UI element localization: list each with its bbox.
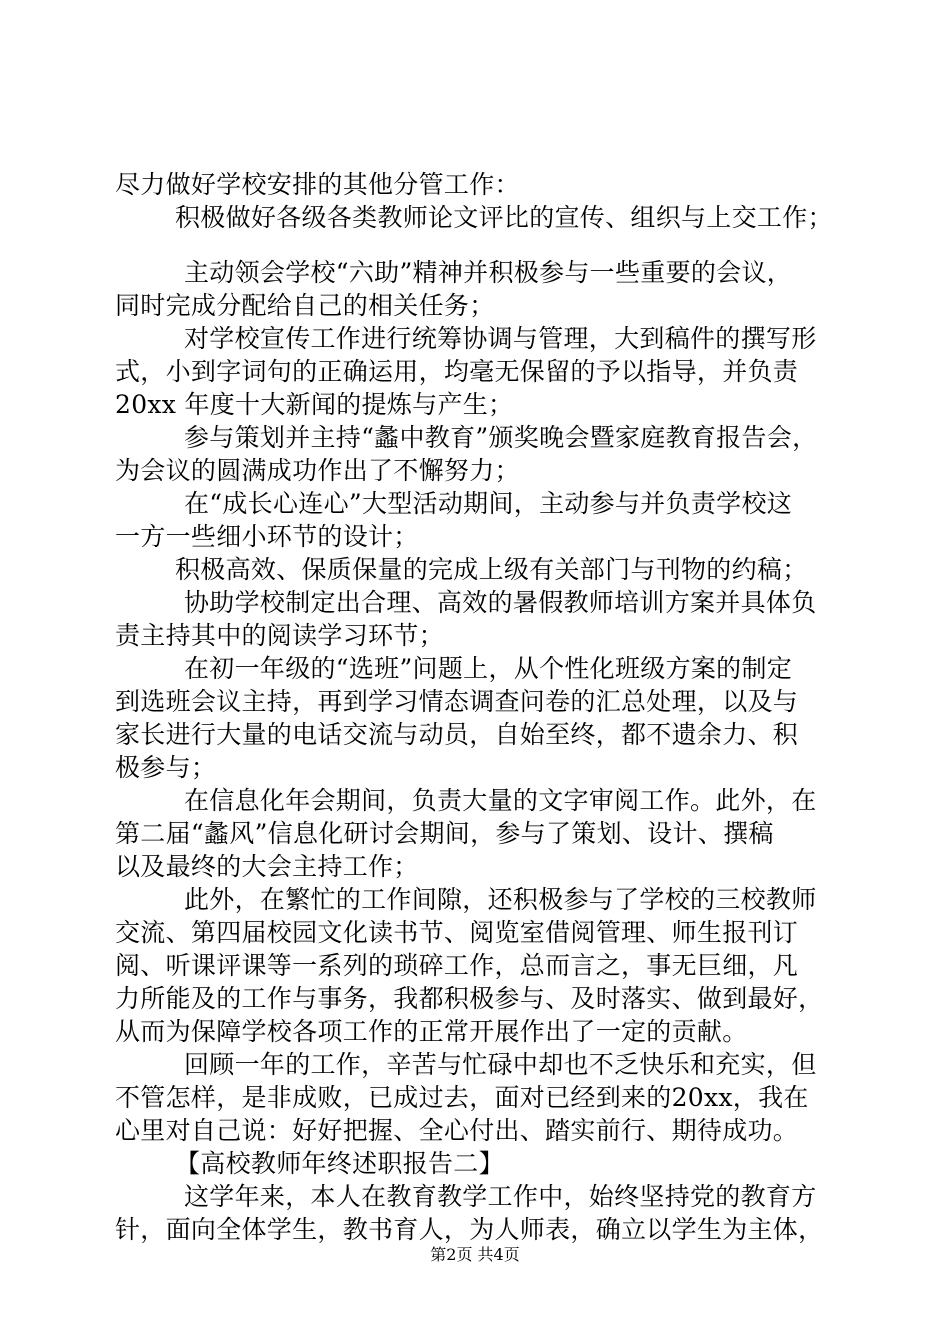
text-line: 同时完成分配给自己的相关任务； xyxy=(115,291,495,320)
text-line: 到选班会议主持，再到学习情态调查问卷的汇总处理，以及与 xyxy=(115,687,799,716)
text-line: 为会议的圆满成功作出了不懈努力； xyxy=(115,456,520,485)
text-line: 积极做好各级各类教师论文评比的宣传、组织与上交工作； xyxy=(175,203,833,232)
text-line: 在信息化年会期间，负责大量的文字审阅工作。此外，在 xyxy=(184,786,817,815)
text-line: 【高校教师年终述职报告二】 xyxy=(175,1149,504,1178)
text-line: 从而为保障学校各项工作的正常开展作出了一定的贡献。 xyxy=(115,1017,748,1046)
text-line: 式，小到字词句的正确运用，均毫无保留的予以指导，并负责 xyxy=(115,357,799,386)
paragraph-gap xyxy=(115,234,840,256)
text-line: 积极高效、保质保量的完成上级有关部门与刊物的约稿； xyxy=(175,555,808,584)
text-line: 责主持其中的阅读学习环节； xyxy=(115,621,444,650)
page-footer: 第2页 共4页 xyxy=(430,1245,520,1264)
text-line: 参与策划并主持“蠡中教育”颁奖晚会暨家庭教育报告会， xyxy=(184,423,818,452)
text-line: 不管怎样，是非成败，已成过去，面对已经到来的20xx，我在 xyxy=(115,1083,809,1112)
text-line: 此外，在繁忙的工作间隙，还积极参与了学校的三校教师 xyxy=(184,885,817,914)
text-line: 尽力做好学校安排的其他分管工作： xyxy=(115,170,520,199)
text-line: 极参与； xyxy=(115,753,217,782)
text-line: 心里对自己说：好好把握、全心付出、踏实前行、期待成功。 xyxy=(115,1116,799,1145)
text-line: 针，面向全体学生，教书育人，为人师表，确立以学生为主体， xyxy=(115,1215,824,1244)
text-line: 交流、第四届校园文化读书节、阅览室借阅管理、师生报刊订 xyxy=(115,918,799,947)
text-line: 20xx 年度十大新闻的提炼与产生； xyxy=(115,390,514,419)
text-line: 第二届“蠡风”信息化研讨会期间，参与了策划、设计、撰稿 xyxy=(115,819,774,848)
text-line: 主动领会学校“六助”精神并积极参与一些重要的会议， xyxy=(184,258,793,287)
text-line: 阅、听课评课等一系列的琐碎工作，总而言之，事无巨细，凡 xyxy=(115,951,799,980)
text-line: 以及最终的大会主持工作； xyxy=(115,852,419,881)
text-line: 回顾一年的工作，辛苦与忙碌中却也不乏快乐和充实，但 xyxy=(184,1050,817,1079)
text-line: 对学校宣传工作进行统筹协调与管理，大到稿件的撰写形 xyxy=(184,324,817,353)
document-body xyxy=(115,168,840,1246)
text-line: 这学年来，本人在教育教学工作中，始终坚持党的教育方 xyxy=(184,1182,817,1211)
text-line: 协助学校制定出合理、高效的暑假教师培训方案并具体负 xyxy=(184,588,817,617)
text-line: 在“成长心连心”大型活动期间，主动参与并负责学校这 xyxy=(184,489,793,518)
text-line: 家长进行大量的电话交流与动员，自始至终，都不遗余力、积 xyxy=(115,720,799,749)
text-line: 在初一年级的“选班”问题上，从个性化班级方案的制定 xyxy=(184,654,793,683)
text-line: 力所能及的工作与事务，我都积极参与、及时落实、做到最好， xyxy=(115,984,824,1013)
text-line: 一方一些细小环节的设计； xyxy=(115,522,419,551)
